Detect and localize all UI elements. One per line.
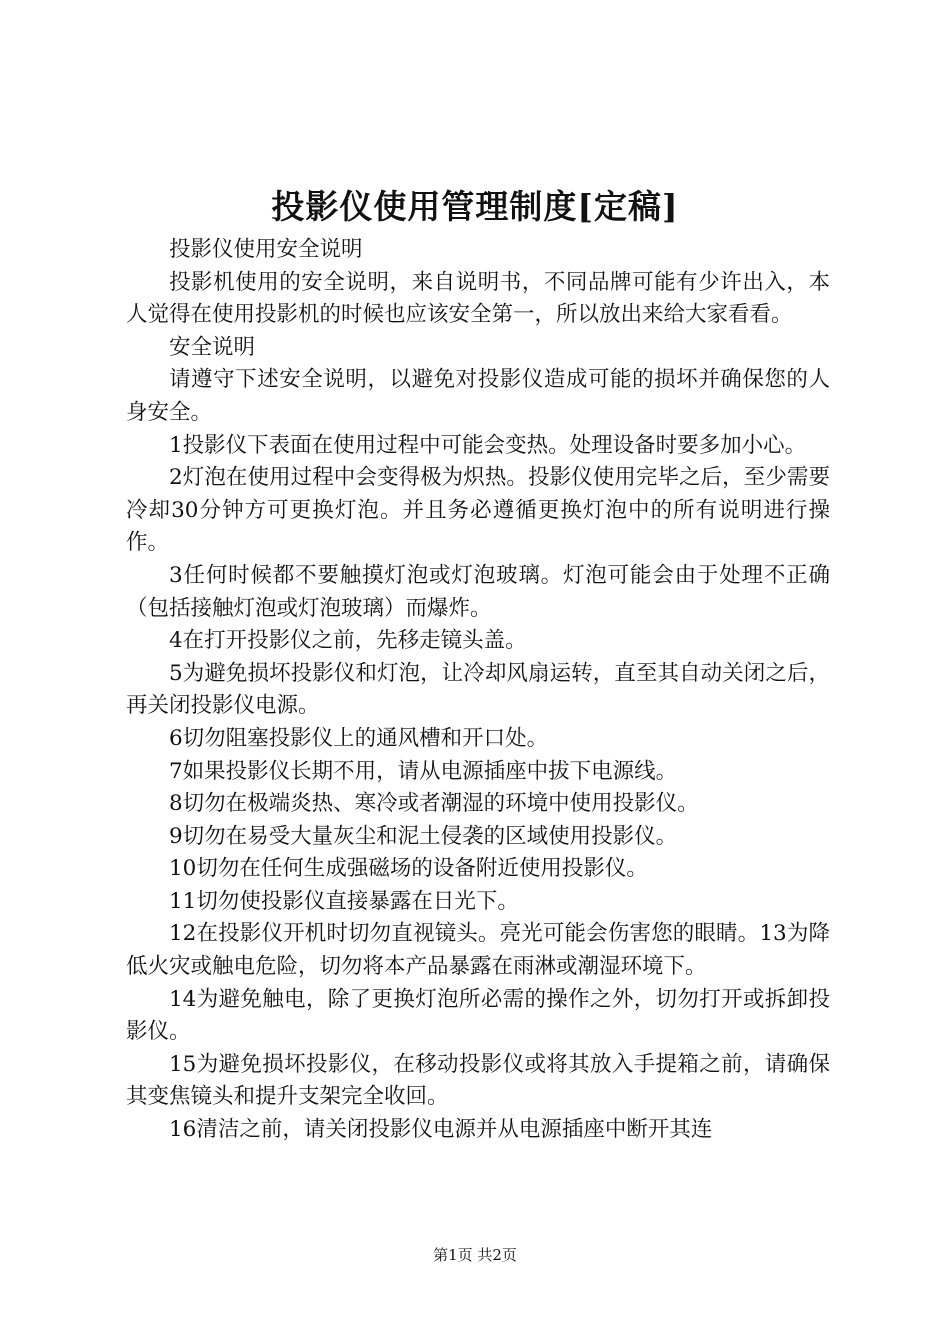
- paragraph: 14为避免触电，除了更换灯泡所必需的操作之外，切勿打开或拆卸投影仪。: [126, 986, 830, 1045]
- paragraph: 2灯泡在使用过程中会变得极为炽热。投影仪使用完毕之后，至少需要冷却30分钟方可更换灯泡。并且务必遵循更换灯泡中的所有说明进行操作。: [126, 465, 830, 556]
- page-number-footer: 第1页 共2页: [433, 1246, 517, 1264]
- paragraph: 5为避免损坏投影仪和灯泡，让冷却风扇运转，直至其自动关闭之后，再关闭投影仪电源。: [126, 660, 830, 719]
- paragraph: 安全说明: [169, 334, 256, 360]
- paragraph: 9切勿在易受大量灰尘和泥土侵袭的区域使用投影仪。: [169, 823, 678, 849]
- paragraph: 10切勿在任何生成强磁场的设备附近使用投影仪。: [169, 856, 648, 882]
- paragraph: 3任何时候都不要触摸灯泡或灯泡玻璃。灯泡可能会由于处理不正确（包括接触灯泡或灯泡玻璃）而爆炸。: [126, 562, 830, 621]
- paragraph: 11切勿使投影仪直接暴露在日光下。: [169, 888, 519, 914]
- paragraph: 投影机使用的安全说明，来自说明书，不同品牌可能有少许出入，本人觉得在使用投影机的时候也应该安全第一，所以放出来给大家看看。: [126, 269, 830, 328]
- document-body: [126, 234, 830, 1147]
- paragraph: 请遵守下述安全说明，以避免对投影仪造成可能的损坏并确保您的人身安全。: [126, 367, 830, 425]
- paragraph: 6切勿阻塞投影仪上的通风槽和开口处。: [169, 725, 549, 751]
- paragraph: 15为避免损坏投影仪，在移动投影仪或将其放入手提箱之前，请确保其变焦镜头和提升支架完全收回。: [126, 1051, 830, 1110]
- paragraph: 1投影仪下表面在使用过程中可能会变热。处理设备时要多加小心。: [169, 432, 807, 458]
- paragraph: 8切勿在极端炎热、寒冷或者潮湿的环境中使用投影仪。: [169, 791, 699, 817]
- paragraph: 7如果投影仪长期不用，请从电源插座中拔下电源线。: [169, 758, 678, 784]
- paragraph: 12在投影仪开机时切勿直视镜头。亮光可能会伤害您的眼睛。13为降低火灾或触电危险，切勿将本产品暴露在雨淋或潮湿环境下。: [126, 921, 830, 980]
- paragraph: 投影仪使用安全说明: [169, 237, 363, 262]
- paragraph: 16清洁之前，请关闭投影仪电源并从电源插座中断开其连: [169, 1117, 713, 1143]
- paragraph: 4在打开投影仪之前，先移走镜头盖。: [169, 628, 527, 654]
- document-title: 投影仪使用管理制度[定稿]: [271, 187, 679, 226]
